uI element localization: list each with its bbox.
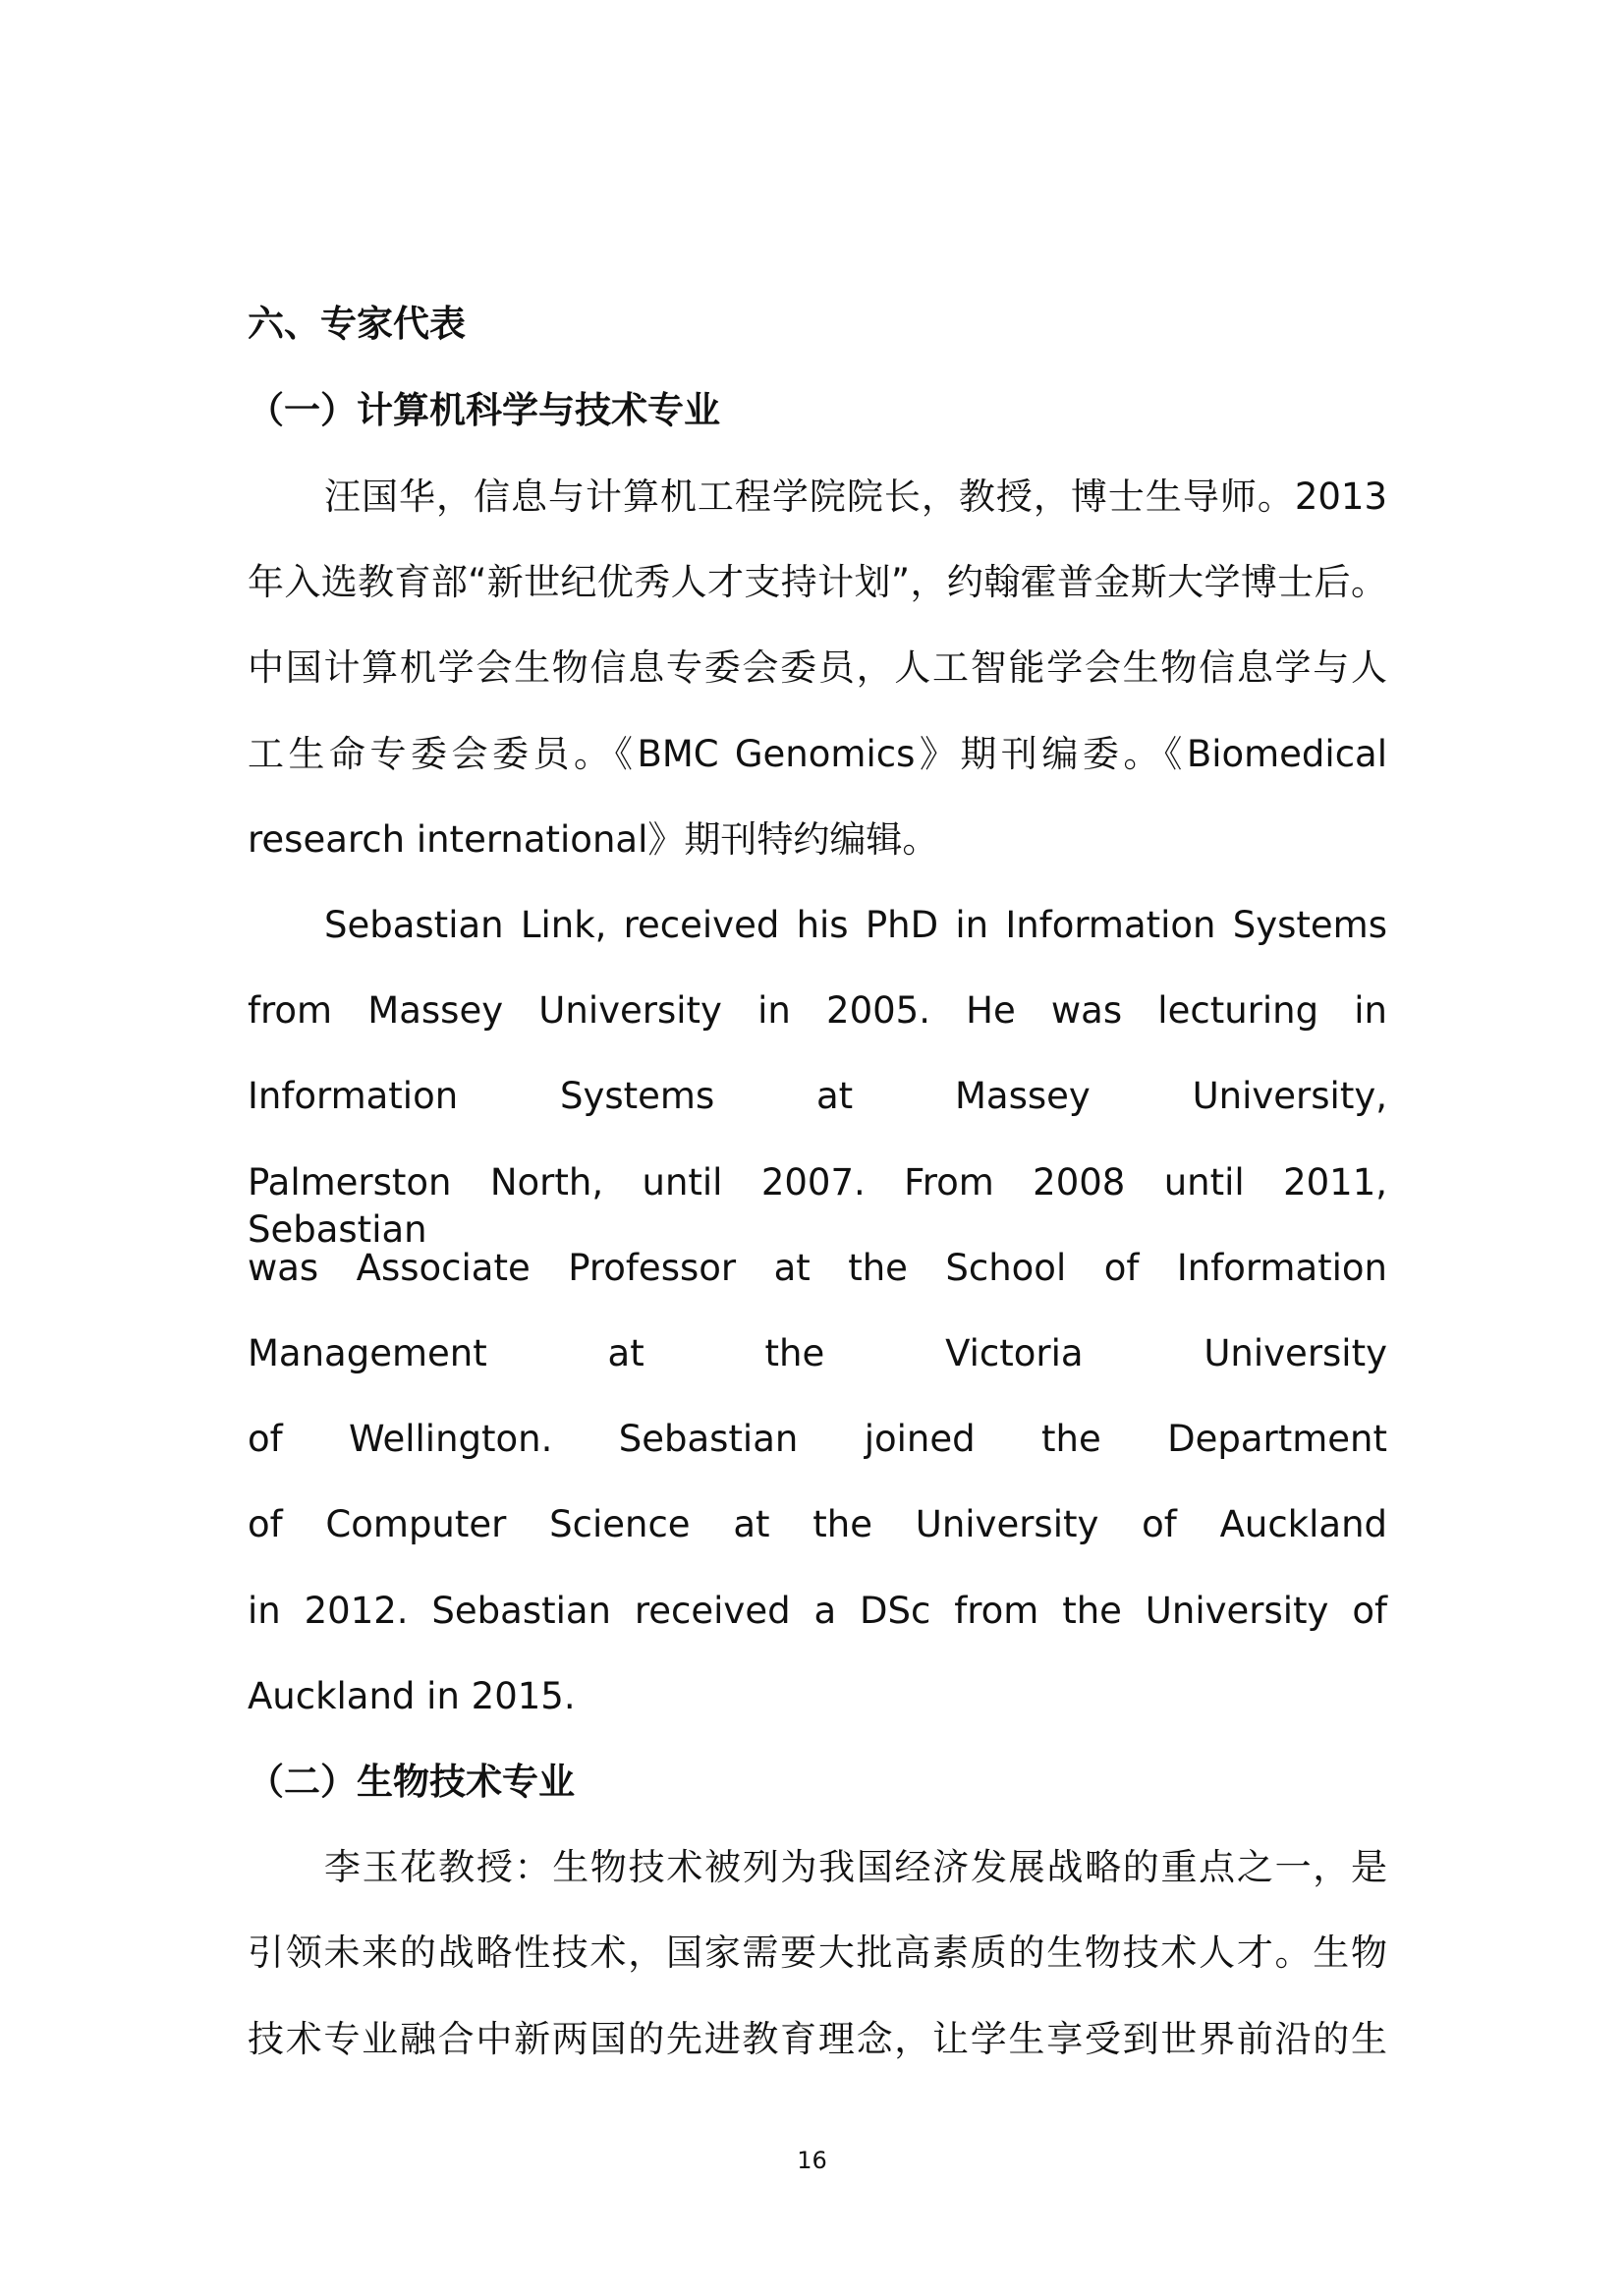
para-link-line: Sebastian Link, received his PhD in Information Systems: [324, 904, 1387, 946]
para-link-line: Management at the Victoria University: [248, 1332, 1387, 1374]
para-wang-line: 中国计算机学会生物信息专委会委员，人工智能学会生物信息学与人: [248, 646, 1387, 689]
para-wang-line: 工生命专委会委员。《BMC Genomics》期刊编委。《Biomedical: [248, 733, 1387, 775]
section-title: 六、专家代表: [248, 303, 466, 345]
para-link-line: from Massey University in 2005. He was lecturing in: [248, 989, 1387, 1032]
para-li-line: 李玉花教授：生物技术被列为我国经济发展战略的重点之一，是: [324, 1846, 1387, 1888]
para-link-line: of Wellington. Sebastian joined the Department: [248, 1418, 1387, 1460]
para-wang-line: 汪国华，信息与计算机工程学院院长，教授，博士生导师。2013: [324, 476, 1387, 518]
para-link-line: was Associate Professor at the School of Information: [248, 1247, 1387, 1289]
page-number: 16: [797, 2147, 827, 2174]
para-link-line: of Computer Science at the University of Auckland: [248, 1503, 1387, 1545]
para-wang-line: 年入选教育部“新世纪优秀人才支持计划”，约翰霍普金斯大学博士后。: [248, 561, 1387, 603]
para-link-line: Information Systems at Massey University,: [248, 1075, 1387, 1117]
para-link-line: Auckland in 2015.: [248, 1675, 576, 1717]
subsection-title-cs: （一）计算机科学与技术专业: [248, 389, 720, 431]
para-link-line: in 2012. Sebastian received a DSc from the University of: [248, 1590, 1387, 1632]
para-li-line: 引领未来的战略性技术，国家需要大批高素质的生物技术人才。生物: [248, 1932, 1387, 1974]
para-wang-line: research international》期刊特约编辑。: [248, 818, 939, 861]
para-link-line: Palmerston North, until 2007. From 2008 until 2011, Sebastian: [248, 1161, 1387, 1251]
subsection-title-bio: （二）生物技术专业: [248, 1761, 575, 1803]
para-li-line: 技术专业融合中新两国的先进教育理念，让学生享受到世界前沿的生: [248, 2018, 1387, 2060]
